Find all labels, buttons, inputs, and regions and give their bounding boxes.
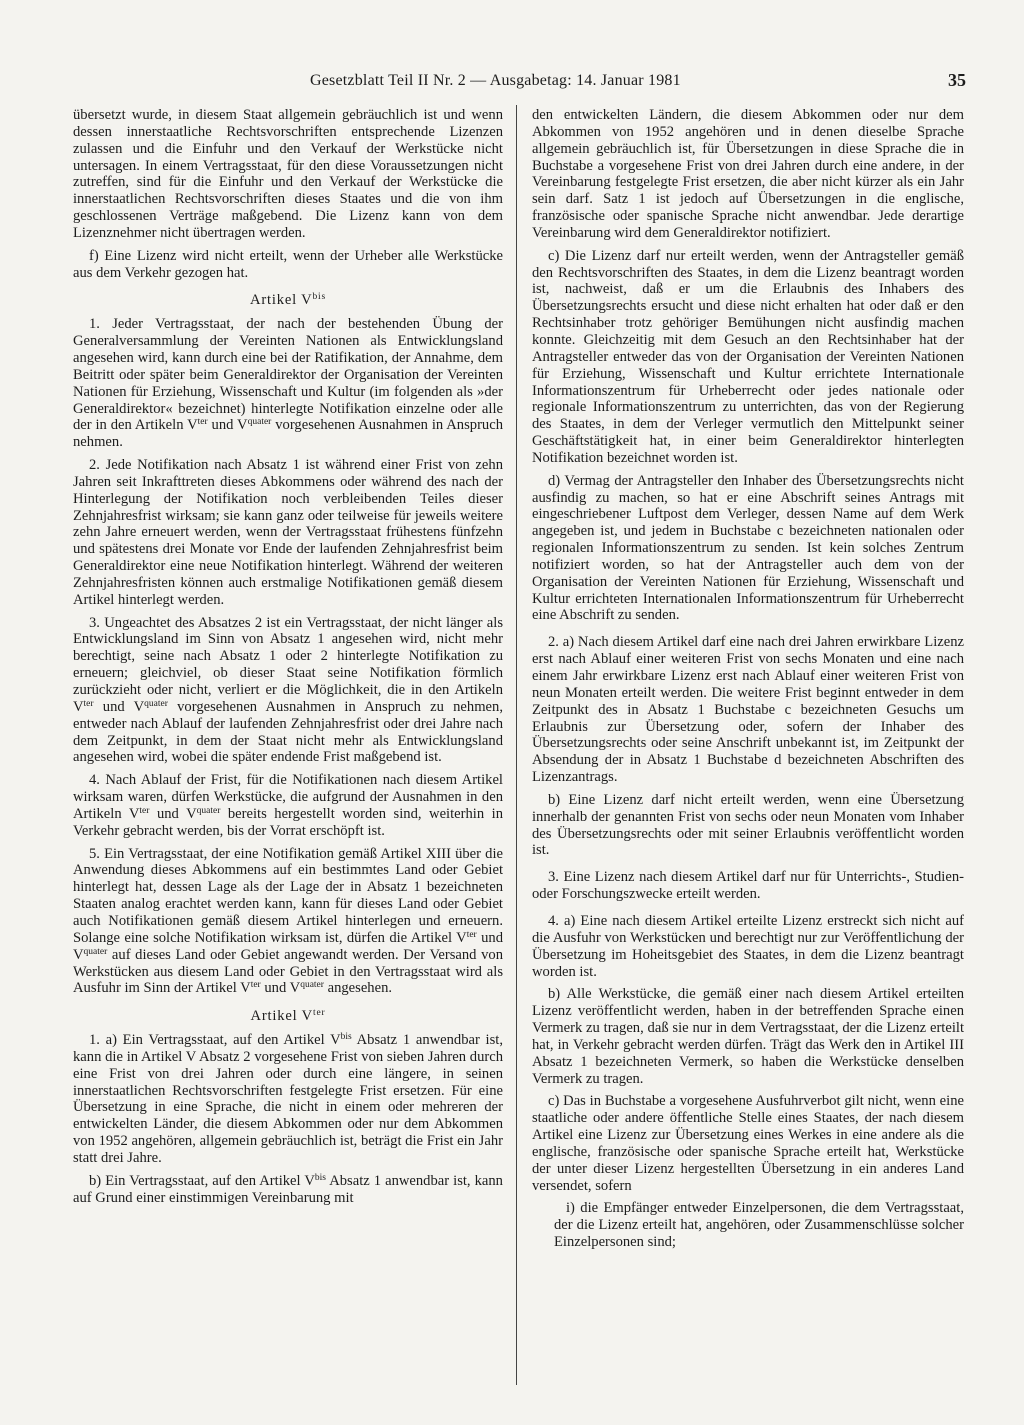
column-divider — [516, 105, 517, 1385]
paragraph-vbis-3: 3. Ungeachtet des Absatzes 2 ist ein Vertragsstaat, der nicht länger als Entwicklungsland im Sinn von Absatz 1 angesehen wird, nicht mehr berechtigt, seine nach Absatz 1 oder 2 hinterlegte Notifikation zu erneuern; gleichviel, ob dieser Staat seine Notifikation förmlich zurückzieht oder nicht, verliert er die Möglichkeit, die in den Artikeln $V^{ter}$ und $V^{quater}$ vorgesehenen Ausnahmen in Anspruch zu nehmen, entweder nach Ablauf der laufenden Zehnjahresfrist oder drei Jahre nach dem Zeitpunkt, in dem der Staat nicht mehr als Entwicklungsland angesehen wird, wobei die später endende Frist maßgebend ist. — [73, 614, 503, 766]
paragraph-4c: c) Das in Buchstabe a vorgesehene Ausfuhrverbot gilt nicht, wenn eine staatliche oder andere öffentliche Stelle eines Staates, der nach diesem Artikel eine Lizenz zur Übersetzung eines Werkes in eine andere als die englische, französische oder spanische Sprache erteilt hat, Werkstücke der unter dieser Lizenz hergestellten Übersetzung in ein anderes Land versendet, sofern — [532, 1093, 964, 1194]
page-header — [0, 72, 1024, 96]
right-column — [532, 107, 964, 1257]
paragraph-continuation: übersetzt wurde, in diesem Staat allgemein gebräuchlich ist und wenn dessen innerstaatliche Rechtsvorschriften entsprechende Lizenzen zulassen und die Einfuhr und den Verkauf der Werkstücke nicht untersagen. In einem Vertragsstaat, für den diese Voraussetzungen nicht zutreffen, sind für die Einfuhr und den Verkauf der Werkstücke die innerstaatlichen Rechtsvorschriften dieses Staates und die von ihm geschlossenen Verträge maßgebend. Die Lizenz kann von dem Lizenznehmer nicht übertragen werden. — [73, 107, 503, 241]
paragraph-1d: d) Vermag der Antragsteller den Inhaber des Übersetzungsrechts nicht ausfindig zu machen, so hat er eine Abschrift seines Antrags mit eingeschriebener Luftpost dem Verleger, dessen Name auf dem Werk angegeben ist, und jedem in Buchstabe c bezeichneten nationalen oder regionalen Informationszentrum zu senden. Ist kein solches Zentrum notifiziert worden, so hat der Antragsteller auch dem von der Organisation der Vereinten Nationen für Erziehung, Wissenschaft und Kultur errichteten Internationalen Informationszentrum für Urheberrecht eine Abschrift zu senden. — [532, 472, 964, 624]
page-number: 35 — [948, 70, 966, 90]
paragraph-vbis-4: 4. Nach Ablauf der Frist, für die Notifikationen nach diesem Artikel wirksam waren, dürfen Werkstücke, die aufgrund der Ausnahmen in den Artikeln $V^{ter}$ und $V^{quater}$ bereits hergestellt worden sind, weiterhin in Verkehr gebracht werden, bis der Vorrat erschöpft ist. — [73, 772, 503, 839]
paragraph-vbis-1: 1. Jeder Vertragsstaat, der nach der bestehenden Übung der Generalversammlung der Vereinten Nationen als Entwicklungsland angesehen wird, kann durch eine bei der Ratifikation, der Annahme, dem Beitritt oder später beim Generaldirektor der Organisation der Vereinten Nationen für Erziehung, Wissenschaft und Kultur (im folgenden als »der Generaldirektor« bezeichnet) hinterlegte Notifikation einzelne oder alle der in den Artikeln $V^{ter}$ und $V^{quater}$ vorgesehenen Ausnahmen in Anspruch nehmen. — [73, 316, 504, 451]
paragraph-3: 3. Eine Lizenz nach diesem Artikel darf nur für Unterrichts-, Studien- oder Forschungszwecke erteilt werden. — [532, 869, 964, 903]
heading-artikel-vbis: Artikel $V^{bis}$ — [250, 292, 326, 309]
paragraph-4a: 4. a) Eine nach diesem Artikel erteilte Lizenz erstreckt sich nicht auf die Ausfuhr von Werkstücken und berechtigt nur zur Veröffentlichung der Übersetzung im Hoheitsgebiet des Staates, in dem die Lizenz beantragt worden ist. — [532, 912, 964, 980]
paragraph-vter-1a: 1. a) Ein Vertragsstaat, auf den Artikel $V^{bis}$ Absatz 1 anwendbar ist, kann die in Artikel V Absatz 2 vorgesehene Frist von sieben Jahren durch eine Frist von drei Jahren oder durch eine längere, in seinen innerstaatlichen Rechtsvorschriften festgelegte Frist ersetzen. Für eine Übersetzung in eine Sprache, die nicht in einem oder mehreren der entwickelten Länder, die diesem Abkommen oder nur dem Abkommen von 1952 angehören, allgemein gebräuchlich ist, beträgt die Frist ein Jahr statt drei Jahre. — [73, 1032, 503, 1166]
heading-artikel-vter: Artikel $V^{ter}$ — [250, 1008, 326, 1025]
paragraph-vbis-2: 2. Jede Notifikation nach Absatz 1 ist während einer Frist von zehn Jahren seit Inkrafttreten dieses Abkommens oder während des nach der Hinterlegung der Notifikation noch verbleibenden Teiles dieser Zehnjahresfrist wirksam; sie kann ganz oder teilweise für jeweils weitere zehn Jahre erneuert werden, wenn der Vertragsstaat frühestens fünfzehn und spätestens drei Monate vor Ende der laufenden Zehnjahresfrist beim Generaldirektor eine neue Notifikation hinterlegt. Während der weiteren Zehnjahresfristen können auch erstmalige Notifikationen gemäß diesem Artikel hinterlegt werden. — [73, 457, 503, 608]
paragraph-vbis-5: 5. Ein Vertragsstaat, der eine Notifikation gemäß Artikel XIII über die Anwendung dieses Abkommens auf ein bestimmtes Land oder Gebiet hinterlegt hat, dessen Lage als der Lage der in Absatz 1 bezeichneten Staaten analog erachtet werden kann, kann für dieses Land oder Gebiet auch Notifikationen gemäß diesem Artikel hinterlegen und erneuern. Solange eine solche Notifikation wirksam ist, dürfen die Artikel $V^{ter}$ und $V^{quater}$ auf dieses Land oder Gebiet angewandt werden. Der Versand von Werkstücken aus diesem Land oder Gebiet in den Vertragsstaat wird als Ausfuhr im Sinn der Artikel $V^{ter}$ und $V^{quater}$ angesehen. — [73, 845, 503, 997]
paragraph-4c-i: i) die Empfänger entweder Einzelpersonen, die dem Vertragsstaat, der die Lizenz erteilt hat, angehören, oder Zusammenschlüsse solcher Einzelpersonen sind; — [554, 1200, 964, 1251]
paragraph-vter-1b: b) Ein Vertragsstaat, auf den Artikel $V^{bis}$ Absatz 1 anwendbar ist, kann auf Grund einer einstimmigen Vereinbarung mit — [73, 1172, 503, 1206]
gazette-title: Gesetzblatt Teil II Nr. 2 — Ausgabetag: 14. Januar 1981 — [310, 72, 681, 89]
paragraph-4b: b) Alle Werkstücke, die gemäß einer nach diesem Artikel erteilten Lizenz veröffentlicht werden, haben in der betreffenden Sprache einen Vermerk zu tragen, daß sie nur in dem Vertragsstaat, der die Lizenz erteilt hat, in Verkehr gebracht werden dürfen. Trägt das Werk den in Artikel III Absatz 1 bezeichneten Vermerk, so haben die Werkstücke denselben Vermerk zu tragen. — [532, 986, 964, 1087]
paragraph-f: f) Eine Lizenz wird nicht erteilt, wenn der Urheber alle Werkstücke aus dem Verkehr gezogen hat. — [73, 247, 503, 281]
paragraph-2a: 2. a) Nach diesem Artikel darf eine nach drei Jahren erwirkbare Lizenz erst nach Ablauf einer weiteren Frist von sechs Monaten und eine nach einem Jahr erwirkbare Lizenz erst nach Ablauf einer weiteren Frist von neun Monaten erteilt werden. Die weitere Frist beginnt entweder in dem Zeitpunkt des in Absatz 1 Buchstabe c bezeichneten Gesuchs um Erlaubnis zur Übersetzung oder, sofern der Inhaber des Übersetzungsrechts oder seine Anschrift unbekannt ist, im Zeitpunkt der Absendung der in Absatz 1 Buchstabe d bezeichneten Abschriften des Lizenzantrags. — [532, 634, 964, 786]
paragraph-continuation-right: den entwickelten Ländern, die diesem Abkommen oder nur dem Abkommen von 1952 angehören und in denen dieselbe Sprache allgemein gebräuchlich ist, für Übersetzungen in diese Sprache die in Buchstabe a vorgesehene Frist von drei Jahren durch eine andere, in der Vereinbarung festgelegte Frist ersetzen, die aber nicht kürzer als ein Jahr sein darf. Satz 1 ist jedoch auf Übersetzungen in die englische, französische oder spanische Sprache nicht anwendbar. Jede derartige Vereinbarung wird dem Generaldirektor notifiziert. — [532, 107, 964, 241]
paragraph-1c: c) Die Lizenz darf nur erteilt werden, wenn der Antragsteller gemäß den Rechtsvorschriften des Staates, in dem die Lizenz beantragt worden ist, nachweist, daß er um die Erlaubnis des Inhabers des Übersetzungsrechts ersucht und diese nicht erhalten hat oder daß er den Rechtsinhaber trotz gehöriger Bemühungen nicht ausfindig machen konnte. Gleichzeitig mit dem Gesuch an den Rechtsinhaber hat der Antragsteller entweder das von der Organisation der Vereinten Nationen für Erziehung, Wissenschaft und Kultur errichtete Internationale Informationszentrum für Urheberrecht oder jedes nationale oder regionale Informationszentrum zu unterrichten, das von der Regierung des Staates, in dem der Verleger vermutlich den Mittelpunkt seiner Geschäftstätigkeit hat, in einer beim Generaldirektor hinterlegten Notifikation bezeichnet worden ist. — [532, 247, 964, 466]
paragraph-2b: b) Eine Lizenz darf nicht erteilt werden, wenn eine Übersetzung innerhalb der genannten Frist von sechs oder neun Monaten vom Inhaber des Übersetzungsrechts oder mit seiner Erlaubnis veröffentlicht worden ist. — [532, 791, 964, 859]
left-column — [73, 107, 503, 1212]
